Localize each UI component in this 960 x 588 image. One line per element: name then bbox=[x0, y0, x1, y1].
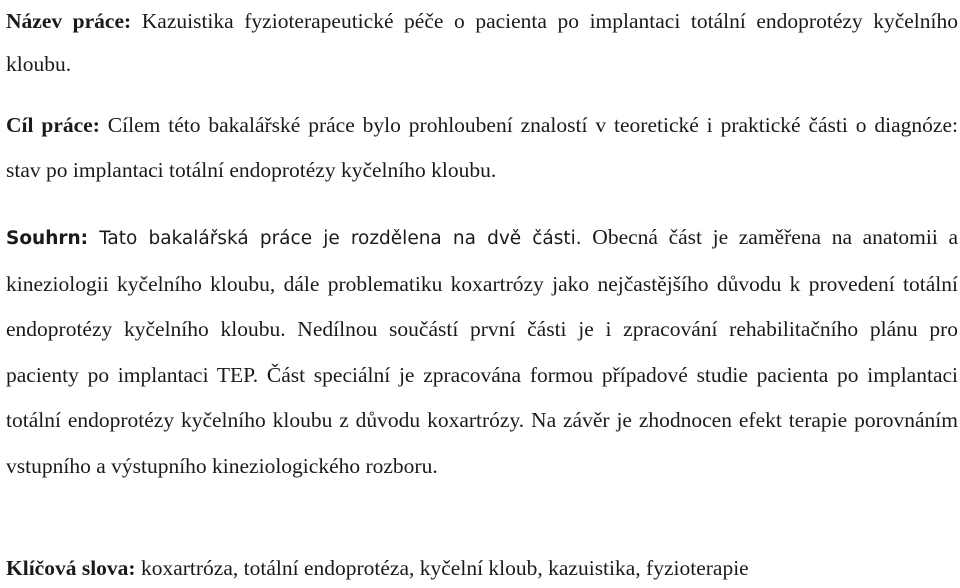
summary-text: Obecná část je zaměřena na anatomii a kineziologii kyčelního kloubu, dále problematiku koxartrózy jako nejčastějšího důvodu k provedení totální endoprotézy kyčelního kloubu. Nedílnou součástí první části je i zpracování rehabilitačního plánu pro pacienty po implantaci TEP. Část speciální je zpracována formou případové studie pacienta po implantaci totální endoprotézy kyčelního kloubu z důvodu koxartrózy. Na závěr je zhodnocen efekt terapie porovnáním vstupního a výstupního kineziologického rozboru. bbox=[6, 225, 958, 478]
thesis-goal-text: Cílem této bakalářské práce bylo prohloubení znalostí v teoretické i praktické části o diagnóze: stav po implantaci totální endoprotézy kyčelního kloubu. bbox=[6, 113, 958, 182]
keywords-label: Klíčová slova: bbox=[6, 556, 136, 580]
keywords-paragraph bbox=[6, 548, 749, 588]
thesis-goal-paragraph bbox=[6, 103, 958, 193]
thesis-title-paragraph bbox=[6, 0, 958, 86]
thesis-title-text: Kazuistika fyzioterapeutické péče o pacienta po implantaci totální endoprotézy kyčelního kloubu. bbox=[6, 9, 959, 76]
summary-label: Souhrn: bbox=[6, 228, 89, 249]
thesis-title-label: Název práce: bbox=[6, 9, 132, 33]
keywords-text: koxartróza, totální endoprotéza, kyčelní kloub, kazuistika, fyzioterapie bbox=[135, 556, 749, 580]
summary-paragraph bbox=[6, 215, 958, 489]
thesis-goal-label: Cíl práce: bbox=[6, 113, 100, 137]
summary-lead-text: Tato bakalářská práce je rozdělena na dvě části. bbox=[88, 228, 582, 249]
